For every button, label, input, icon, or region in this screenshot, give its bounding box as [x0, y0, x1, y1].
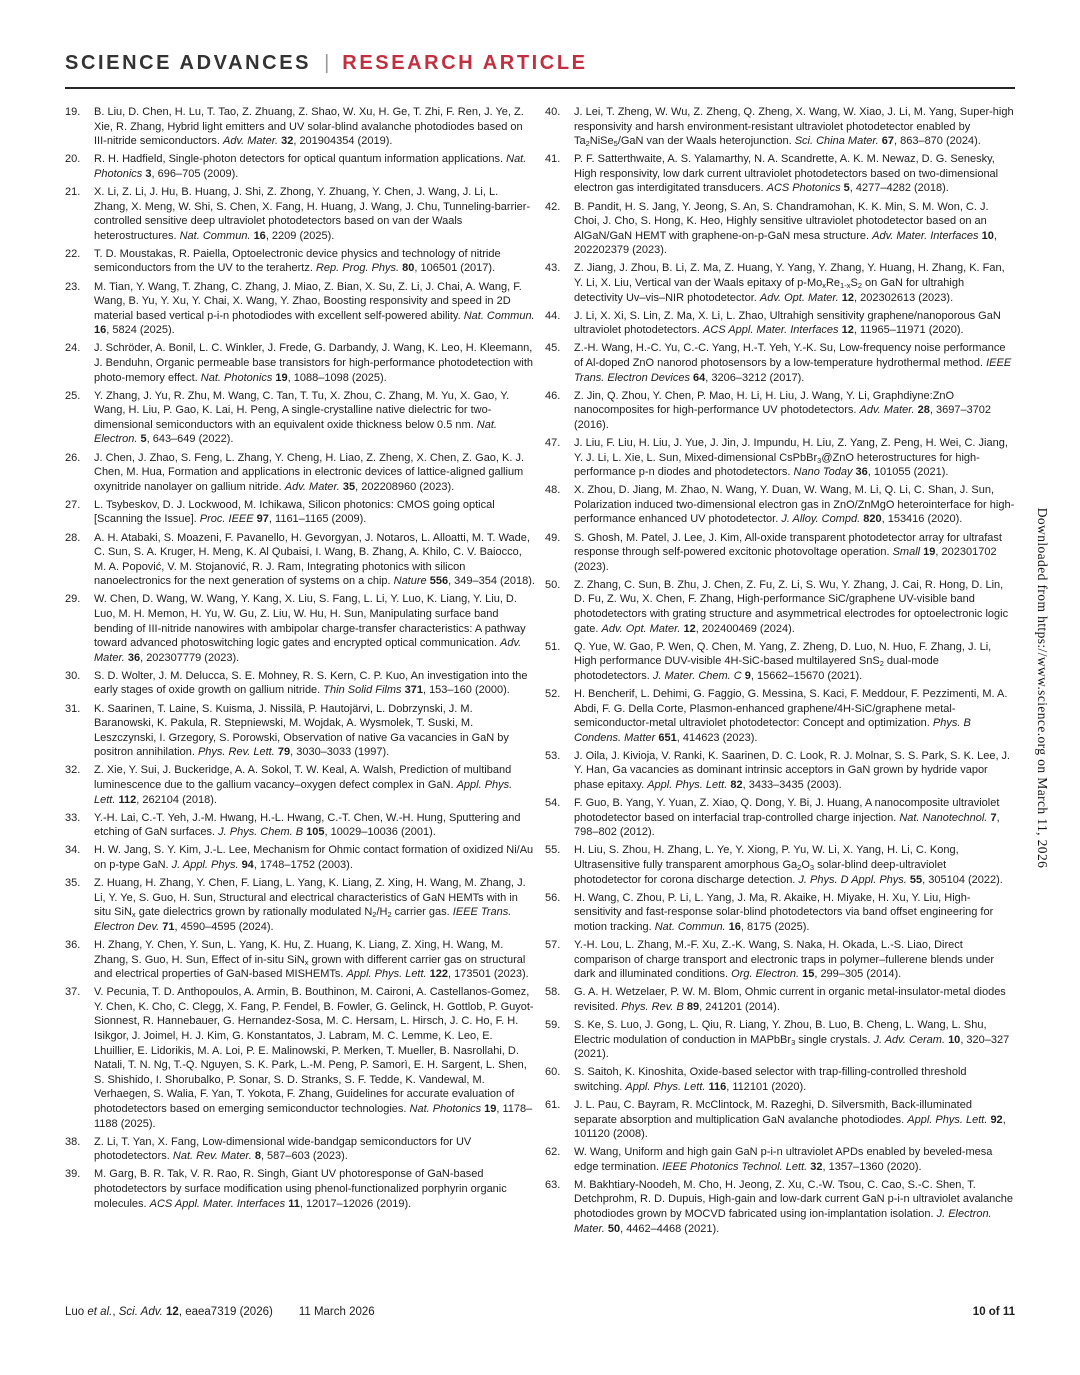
reference-text: R. H. Hadfield, Single-photon detectors for optical quantum information applications. Nat. Photonics 3, 696–705 (2009).	[94, 153, 527, 180]
reference-text: Z. Jin, Q. Zhou, Y. Chen, P. Mao, H. Li, H. Liu, J. Wang, Y. Li, Graphdiyne:ZnO nanocomposites for high-performance UV photodetectors. Adv. Mater. 28, 3697–3702 (2016).	[574, 389, 992, 431]
reference-text: H. Bencherif, L. Dehimi, G. Faggio, G. Messina, S. Kaci, F. Meddour, F. Pezzimenti, M. A. Abdi, F. G. Della Corte, Plasmon-enhanced graphene/4H-SiC/graphene metal-semiconductor-metal ultraviolet photodetector: Concept and optimization. Phys. B Condens. Matter 651, 414623 (2023).	[574, 687, 1008, 744]
reference-text: Y.-H. Lai, C.-T. Yeh, J.-M. Hwang, H.-L. Hwang, C.-T. Chen, W.-H. Hung, Sputtering and etching of GaN surfaces. J. Phys. Chem. B 105, 10029–10036 (2001).	[94, 811, 521, 839]
download-watermark: Downloaded from https://www.science.org on March 11, 2026	[1035, 507, 1050, 868]
reference-text: H. W. Jang, S. Y. Kim, J.-L. Lee, Mechanism for Ohmic contact formation of oxidized Ni/Au on p-type GaN. J. Appl. Phys. 94, 1748–1752 (2003).	[94, 844, 534, 871]
reference-item	[545, 578, 1015, 636]
journal-name: SCIENCE ADVANCES	[65, 52, 312, 74]
reference-text: B. Pandit, H. S. Jang, Y. Jeong, S. An, S. Chandramohan, K. K. Min, S. M. Won, C. J. Choi, J. Cho, S. Hong, K. Heo, Highly sensitive ultraviolet photodetector based on an AlGaN/GaN HEMT with graphene-on-p-GaN mesa structure. Adv. Mater. Interfaces 10, 202202379 (2023).	[574, 200, 997, 257]
reference-text: J. Liu, F. Liu, H. Liu, J. Yue, J. Jin, J. Impundu, H. Liu, Z. Yang, Z. Peng, H. Wei, C. Jiang, Y. J. Li, L. Xie, L. Sun, Mixed-dimensional CsPbBr$_3$@ZnO heterostructures for high-performance p-n diodes and photodetectors. Nano Today 36, 101055 (2021).	[574, 436, 1008, 479]
reference-number: 35.	[65, 877, 81, 890]
reference-text: Z. Li, T. Yan, X. Fang, Low-dimensional wide-bandgap semiconductors for UV photodetectors. Nat. Rev. Mater. 8, 587–603 (2023).	[94, 1135, 472, 1163]
reference-item	[545, 1178, 1015, 1236]
reference-text: H. Zhang, Y. Chen, Y. Sun, L. Yang, K. Hu, Z. Huang, K. Liang, Z. Xing, H. Wang, M. Zhang, S. Guo, H. Sun, Effect of in-situ SiN$_x$ grown with different carrier gas on structural and electrical properties of GaN-based MISHEMTs. Appl. Phys. Lett. 122, 173501 (2023).	[94, 938, 529, 981]
reference-item	[545, 843, 1015, 887]
reference-text: W. Wang, Uniform and high gain GaN p-i-n ultraviolet APDs enabled by beveled-mesa edge termination. IEEE Photonics Technol. Lett. 32, 1357–1360 (2020).	[574, 1146, 993, 1173]
reference-number: 47.	[545, 436, 561, 449]
reference-number: 24.	[65, 342, 81, 355]
reference-number: 59.	[545, 1018, 561, 1031]
reference-number: 60.	[545, 1066, 561, 1079]
reference-text: G. A. H. Wetzelaer, P. W. M. Blom, Ohmic current in organic metal-insulator-metal diodes revisited. Phys. Rev. B 89, 241201 (2014).	[574, 986, 1006, 1013]
reference-text: M. Tian, Y. Wang, T. Zhang, C. Zhang, J. Miao, Z. Bian, X. Su, Z. Li, J. Chai, A. Wang, F. Wang, B. Yu, Y. Xu, Y. Chai, X. Wang, Y. Zhao, Boosting responsivity and speed in 2D material based vertical p-i-n photodiodes with excellent self-powered ability. Nat. Commun. 16, 5824 (2025).	[94, 280, 535, 337]
journal-masthead	[65, 53, 1015, 73]
reference-text: H. Liu, S. Zhou, H. Zhang, L. Ye, Y. Xiong, P. Yu, W. Li, X. Yang, H. Li, C. Kong, Ultrasensitive fully transparent amorphous $Ga_2O_3$ solar-blind deep-ultraviolet photodetector for corona discharge detection. J. Phys. D Appl. Phys. 55, 305104 (2022).	[574, 844, 1003, 886]
reference-number: 41.	[545, 153, 561, 166]
reference-number: 26.	[65, 451, 81, 464]
reference-item	[545, 687, 1015, 745]
reference-number: 48.	[545, 484, 561, 497]
reference-item	[65, 152, 535, 181]
reference-number: 33.	[65, 811, 81, 824]
reference-number: 40.	[545, 106, 561, 118]
reference-item	[65, 843, 535, 872]
reference-list	[65, 105, 1015, 1240]
reference-item	[65, 498, 535, 527]
reference-text: Q. Yue, W. Gao, P. Wen, Q. Chen, M. Yang, Z. Zheng, D. Luo, N. Huo, F. Zhang, J. Li, High performance DUV-visible 4H-SiC-based multilayered SnS$_2$ dual-mode photodetectors. J. Mater. Chem. C 9, 15662–15670 (2021).	[574, 640, 992, 682]
reference-item	[545, 796, 1015, 840]
reference-number: 63.	[545, 1178, 561, 1191]
reference-item	[545, 483, 1015, 527]
footer-date: 11 March 2026	[298, 1306, 375, 1318]
reference-number: 30.	[65, 669, 81, 682]
reference-item	[65, 938, 535, 982]
reference-item	[65, 247, 535, 276]
reference-text: B. Liu, D. Chen, H. Lu, T. Tao, Z. Zhuang, Z. Shao, W. Xu, H. Ge, T. Zhi, F. Ren, J. Ye, Z. Xie, R. Zhang, Hybrid light emitters and UV solar-blind avalanche photodiodes based on III-nitride semiconductors. Adv. Mater. 32, 201904354 (2019).	[94, 106, 524, 148]
reference-text: A. H. Atabaki, S. Moazeni, F. Pavanello, H. Gevorgyan, J. Notaros, L. Alloatti, M. T. Wade, C. Sun, S. A. Kruger, H. Meng, K. Al Qubaisi, I. Wang, B. Zhang, A. Khilo, C. V. Baiocco, M. A. Popović, V. M. Stojanović, R. J. Ram, Integrating photonics with silicon nanoelectronics for the next generation of systems on a chip. Nature 556, 349–354 (2018).	[94, 531, 535, 588]
footer-citation: Luo et al., Sci. Adv. 12, eaea7319 (2026)	[65, 1306, 273, 1318]
references-column-right	[545, 105, 1015, 1240]
page-number: 10 of 11	[972, 1306, 1015, 1318]
reference-text: Z. Zhang, C. Sun, B. Zhu, J. Chen, Z. Fu, Z. Li, S. Wu, Y. Zhang, J. Cai, R. Hong, D. Lin, D. Fu, Z. Wu, X. Chen, F. Zhang, High-performance SiC/graphene UV-visible band photodetectors with grating structure and asymmetrical electrodes for optoelectronic logic gate. Adv. Opt. Mater. 12, 202400469 (2024).	[574, 578, 1009, 635]
reference-number: 43.	[545, 262, 561, 275]
reference-item	[545, 640, 1015, 684]
reference-item	[65, 451, 535, 495]
reference-item	[65, 876, 535, 934]
article-type-label: RESEARCH ARTICLE	[342, 52, 588, 74]
reference-text: Z. Huang, H. Zhang, Y. Chen, F. Liang, L. Yang, K. Liang, Z. Xing, H. Wang, M. Zhang, J. Li, Y. Ye, S. Guo, H. Sun, Structural and electrical characteristics of GaN HEMTs with in situ SiN$_x$ gate dielectrics grown by rationally modulated $N_2/H_2$ carrier gas. IEEE Trans. Electron Dev. 71, 4590–4595 (2024).	[94, 877, 526, 933]
reference-text: H. Wang, C. Zhou, P. Li, L. Yang, J. Ma, R. Akaike, H. Miyake, H. Xu, Y. Liu, High-sensitivity and fast-response solar-blind photodetectors via band offset engineering for motion tracking. Nat. Commun. 16, 8175 (2025).	[574, 891, 994, 933]
reference-text: L. Tsybeskov, D. J. Lockwood, M. Ichikawa, Silicon photonics: CMOS going optical [Scanning the Issue]. Proc. IEEE 97, 1161–1165 (2009).	[94, 498, 495, 526]
reference-number: 31.	[65, 702, 81, 715]
reference-number: 56.	[545, 891, 561, 904]
reference-text: W. Chen, D. Wang, W. Wang, Y. Kang, X. Liu, S. Fang, L. Li, Y. Luo, K. Liang, Y. Liu, D. Luo, M. H. Memon, H. Yu, W. Gu, Z. Liu, W. Hu, H. Sun, Manipulating surface band bending of III-nitride nanowires with ambipolar charge-transfer characteristics: A pathway toward advanced photoswitching logic gates and encrypted optical communication. Adv. Mater. 36, 202307779 (2023).	[94, 593, 526, 664]
header-rule	[65, 87, 1015, 89]
reference-item	[545, 985, 1015, 1014]
reference-number: 51.	[545, 640, 561, 653]
reference-number: 46.	[545, 389, 561, 402]
reference-number: 45.	[545, 342, 561, 355]
reference-text: V. Pecunia, T. D. Anthopoulos, A. Armin, B. Bouthinon, M. Caironi, A. Castellanos-Gomez, Y. Chen, K. Cho, C. Clegg, X. Fang, P. Fendel, B. Fowler, G. Gelinck, H. Gottlob, P. Guyot-Sionnest, R. Hannebauer, G. Hernandez-Sosa, M. C. Hersam, L. Hirsch, J. C. Ho, F. H. Isikgor, J. Joimel, H. J. Kim, G. Konstantatos, J. Labram, M. C. Lemme, K. Leo, E. Lhuillier, E. Lidorikis, M. A. Loi, P. E. Malinowski, P. Merken, T. Mueller, B. Nasrollahi, D. Natali, T. N. Ng, T.-Q. Nguyen, S. K. Park, L.-M. Peng, P. Samorì, E. H. Sargent, L. Shen, S. Shishido, I. Shorubalko, P. Sonar, S. D. Stranks, S. F. Tedde, K. Vandewal, M. Verhaegen, S. Walia, F. Yan, T. Yokota, F. Zhang, Guidelines for accurate evaluation of photodetectors based on emerging semiconductor technologies. Nat. Photonics 19, 1178–1188 (2025).	[94, 986, 534, 1130]
reference-item	[545, 938, 1015, 982]
reference-number: 22.	[65, 247, 81, 260]
reference-item	[545, 261, 1015, 305]
reference-item	[65, 763, 535, 807]
reference-text: K. Saarinen, T. Laine, S. Kuisma, J. Nissilä, P. Hautojärvi, L. Dobrzynski, J. M. Baranowski, K. Pakula, R. Stepniewski, M. Wojdak, A. Wysmolek, T. Suski, M. Leszczynski, I. Grzegory, S. Porowski, Observation of native Ga vacancies in GaN by positron annihilation. Phys. Rev. Lett. 79, 3030–3033 (1997).	[94, 702, 509, 759]
reference-text: P. F. Satterthwaite, A. S. Yalamarthy, N. A. Scandrette, A. K. M. Newaz, D. G. Senesky, High responsivity, low dark current ultraviolet photodetectors based on two-dimensional electron gas interdigitated transducers. ACS Photonics 5, 4277–4282 (2018).	[574, 153, 999, 195]
reference-number: 25.	[65, 389, 81, 402]
reference-text: J. Chen, J. Zhao, S. Feng, L. Zhang, Y. Cheng, H. Liao, Z. Zheng, X. Chen, Z. Gao, K. J. Chen, M. Hua, Formation and applications in electronic devices of lattice-aligned gallium oxynitride nanolayer on gallium nitride. Adv. Mater. 35, 202208960 (2023).	[94, 451, 525, 493]
reference-number: 58.	[545, 986, 561, 999]
reference-item	[545, 1018, 1015, 1062]
reference-item	[65, 985, 535, 1131]
reference-text: X. Zhou, D. Jiang, M. Zhao, N. Wang, Y. Duan, W. Wang, M. Li, Q. Li, C. Shan, J. Sun, Polarization induced two-dimensional electron gas in ZnO/ZnMgO heterointerface for high-performance enhanced UV photodetector. J. Alloy. Compd. 820, 153416 (2020).	[574, 484, 1015, 526]
footer-left	[65, 1305, 375, 1319]
reference-text: S. Ke, S. Luo, J. Gong, L. Qiu, R. Liang, Y. Zhou, B. Luo, B. Cheng, L. Wang, L. Shu, Electric modulation of conduction in MAPbBr$_3$ single crystals. J. Adv. Ceram. 10, 320–327 (2021).	[574, 1018, 1010, 1061]
reference-item	[545, 105, 1015, 149]
reference-number: 28.	[65, 531, 81, 544]
reference-number: 57.	[545, 938, 561, 951]
reference-item	[65, 389, 535, 447]
reference-text: M. Bakhtiary-Noodeh, M. Cho, H. Jeong, Z. Xu, C.-W. Tsou, C. Cao, S.-C. Shen, T. Detchprohm, R. D. Dupuis, High-gain and low-dark current GaN p-i-n ultraviolet avalanche photodiodes grown by MOCVD fabricated using ion-implantation isolation. J. Electron. Mater. 50, 4462–4468 (2021).	[574, 1178, 1013, 1235]
reference-item	[545, 531, 1015, 575]
page	[65, 0, 1015, 1240]
reference-item	[545, 200, 1015, 258]
reference-number: 50.	[545, 578, 561, 591]
reference-item	[65, 1135, 535, 1164]
reference-item	[545, 749, 1015, 793]
reference-number: 55.	[545, 844, 561, 857]
reference-number: 38.	[65, 1135, 81, 1148]
reference-item	[65, 669, 535, 698]
reference-text: Y.-H. Lou, L. Zhang, M.-F. Xu, Z.-K. Wang, S. Naka, H. Okada, L.-S. Liao, Direct comparison of charge transport and electronic traps in polymer–fullerene blends under dark and illuminated conditions. Org. Electron. 15, 299–305 (2014).	[574, 938, 995, 981]
reference-text: J. Li, X. Xi, S. Lin, Z. Ma, X. Li, L. Zhao, Ultrahigh sensitivity graphene/nanoporous GaN ultraviolet photodetectors. ACS Appl. Mater. Interfaces 12, 11965–11971 (2020).	[574, 309, 1001, 337]
reference-item	[545, 341, 1015, 385]
reference-text: T. D. Moustakas, R. Paiella, Optoelectronic device physics and technology of nitride semiconductors from the UV to the terahertz. Rep. Prog. Phys. 80, 106501 (2017).	[94, 247, 501, 275]
reference-text: J. Lei, T. Zheng, W. Wu, Z. Zheng, Q. Zheng, X. Wang, W. Xiao, J. Li, M. Yang, Super-high responsivity and harsh environment-resistant ultraviolet photodetector enabled by $Ta_2NiSe_5$/GaN van der Waals heterojunction. Sci. China Mater. 67, 863–870 (2024).	[574, 106, 1014, 149]
reference-item	[65, 341, 535, 385]
reference-number: 53.	[545, 749, 561, 762]
reference-item	[65, 185, 535, 243]
reference-item	[545, 309, 1015, 338]
reference-number: 32.	[65, 764, 81, 777]
reference-text: Z.-H. Wang, H.-C. Yu, C.-C. Yang, H.-T. Yeh, Y.-K. Su, Low-frequency noise performance of Al-doped ZnO nanorod photosensors by a low-temperature hydrothermal method. IEEE Trans. Electron Devices 64, 3206–3212 (2017).	[574, 342, 1012, 384]
reference-item	[545, 389, 1015, 433]
reference-item	[65, 1167, 535, 1211]
masthead-divider: |	[324, 52, 330, 74]
footer	[65, 1305, 1015, 1319]
reference-item	[545, 1065, 1015, 1094]
reference-number: 19.	[65, 106, 81, 118]
reference-number: 37.	[65, 986, 81, 999]
reference-text: F. Guo, B. Yang, Y. Yuan, Z. Xiao, Q. Dong, Y. Bi, J. Huang, A nanocomposite ultraviolet photodetector based on interfacial trap-controlled charge injection. Nat. Nanotechnol. 7, 798–802 (2012).	[574, 797, 1000, 839]
reference-number: 23.	[65, 280, 81, 293]
reference-text: S. D. Wolter, J. M. Delucca, S. E. Mohney, R. S. Kern, C. P. Kuo, An investigation into the early stages of oxide growth on gallium nitride. Thin Solid Films 371, 153–160 (2000).	[94, 669, 528, 697]
reference-text: J. L. Pau, C. Bayram, R. McClintock, M. Razeghi, D. Silversmith, Back-illuminated separate absorption and multiplication GaN avalanche photodiodes. Appl. Phys. Lett. 92, 101120 (2008).	[574, 1098, 1006, 1141]
references-column-left	[65, 105, 535, 1240]
reference-item	[65, 280, 535, 338]
reference-item	[545, 891, 1015, 935]
reference-number: 54.	[545, 797, 561, 810]
reference-item	[545, 152, 1015, 196]
reference-text: Y. Zhang, J. Yu, R. Zhu, M. Wang, C. Tan, T. Tu, X. Zhou, C. Zhang, M. Yu, X. Gao, Y. Wang, H. Liu, P. Gao, K. Lai, H. Peng, A single-crystalline native dielectric for two-dimensional semiconductors with an equivalent oxide thickness below 0.5 nm. Nat. Electron. 5, 643–649 (2022).	[94, 389, 510, 446]
reference-number: 36.	[65, 938, 81, 951]
reference-number: 27.	[65, 498, 81, 511]
reference-item	[65, 592, 535, 665]
reference-text: M. Garg, B. R. Tak, V. R. Rao, R. Singh, Giant UV photoresponse of GaN-based photodetectors by surface modification using phenol-functionalized porphyrin organic molecules. ACS Appl. Mater. Interfaces 11, 12017–12026 (2019).	[94, 1168, 507, 1210]
reference-item	[545, 436, 1015, 480]
reference-text: Z. Xie, Y. Sui, J. Buckeridge, A. A. Sokol, T. W. Keal, A. Walsh, Prediction of multiband luminescence due to the gallium vacancy–oxygen defect complex in GaN. Appl. Phys. Lett. 112, 262104 (2018).	[94, 764, 513, 806]
reference-number: 44.	[545, 309, 561, 322]
reference-number: 39.	[65, 1168, 81, 1181]
reference-number: 52.	[545, 687, 561, 700]
reference-item	[545, 1098, 1015, 1142]
reference-number: 29.	[65, 593, 81, 606]
reference-text: X. Li, Z. Li, J. Hu, B. Huang, J. Shi, Z. Zhong, Y. Zhuang, Y. Chen, J. Wang, J. Li, L. Zhang, X. Meng, W. Shi, S. Chen, X. Fang, H. Huang, J. Wang, J. Chu, Tunneling-barrier-controlled sensitive deep ultraviolet photodetectors based on van der Waals heterostructures. Nat. Commun. 16, 2209 (2025).	[94, 185, 531, 242]
reference-number: 42.	[545, 200, 561, 213]
reference-text: Z. Jiang, J. Zhou, B. Li, Z. Ma, Z. Huang, Y. Yang, Y. Zhang, Y. Huang, H. Zhang, K. Fan, Y. Li, X. Liu, Vertical van der Waals epitaxy of $p-Mo_xRe_{1-x}S_2$ on GaN for ultrahigh detectivity Uv–vis–NIR photodetector. Adv. Opt. Mater. 12, 202302613 (2023).	[574, 262, 1005, 304]
reference-item	[545, 1145, 1015, 1174]
reference-number: 62.	[545, 1146, 561, 1159]
reference-text: J. Schröder, A. Bonil, L. C. Winkler, J. Frede, G. Darbandy, J. Wang, K. Leo, H. Kleemann, J. Benduhn, Organic permeable base transistors for high-performance photodetection with photo-memory effect. Nat. Photonics 19, 1088–1098 (2025).	[94, 342, 534, 384]
reference-text: S. Saitoh, K. Kinoshita, Oxide-based selector with trap-filling-controlled threshold switching. Appl. Phys. Lett. 116, 112101 (2020).	[574, 1066, 967, 1093]
reference-number: 20.	[65, 153, 81, 166]
reference-text: S. Ghosh, M. Patel, J. Lee, J. Kim, All-oxide transparent photodetector array for ultrafast response through self-powered excitonic photovoltage operation. Small 19, 202301702 (2023).	[574, 531, 1002, 573]
reference-item	[65, 702, 535, 760]
reference-item	[65, 531, 535, 589]
reference-number: 49.	[545, 531, 561, 544]
reference-number: 21.	[65, 185, 81, 198]
reference-number: 61.	[545, 1098, 561, 1111]
reference-text: J. Oila, J. Kivioja, V. Ranki, K. Saarinen, D. C. Look, R. J. Molnar, S. S. Park, S. K. Lee, J. Y. Han, Ga vacancies as dominant intrinsic acceptors in GaN grown by hydride vapor phase epitaxy. Appl. Phys. Lett. 82, 3433–3435 (2003).	[574, 749, 1011, 792]
reference-item	[65, 105, 535, 149]
reference-item	[65, 811, 535, 840]
reference-number: 34.	[65, 844, 81, 857]
